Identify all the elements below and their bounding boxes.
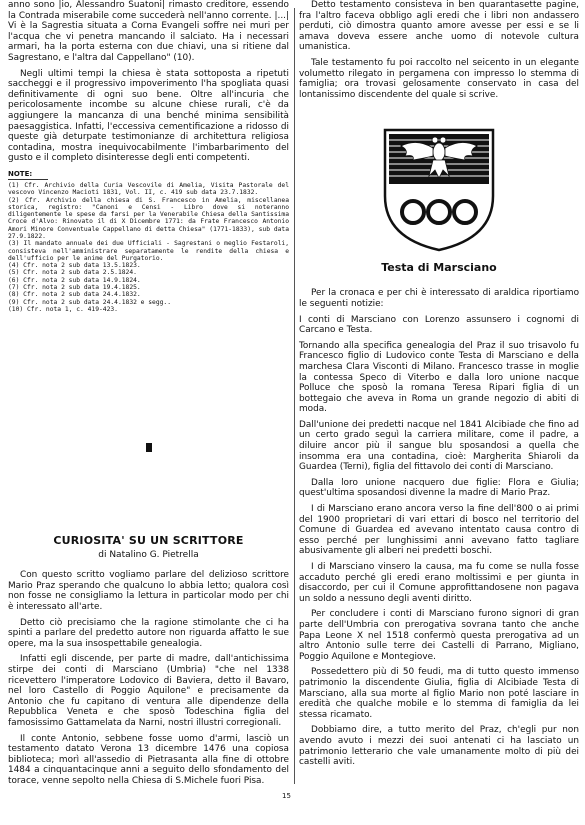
article-paragraph: Infatti egli discende, per parte di madre, dall'antichissima stirpe dei conti di Marsciano (Umbria) "che nel 1338 ricevettero l'imperatore Lodovico di Baviera, detto il Bavaro, nel loro Castello di Poggio Aquilone" e precisamente da Antonio che fu capitano di ventura alle dipendenze della Repubblica Veneta e che sposò Todeschina figlia del famosissimo Gattamelata da Narni, nostri illustri corregionali. — [8, 654, 289, 728]
crest-figure — [364, 126, 514, 258]
article-title: CURIOSITA' SU UN SCRITTORE — [53, 534, 244, 548]
footnote: (7) Cfr. nota 2 sub data 19.4.1825. — [8, 284, 141, 292]
article-paragraph: Per la cronaca e per chi è interessato di araldica riportiamo le seguenti notizie: — [299, 288, 579, 309]
notes-divider — [8, 179, 48, 180]
article-paragraph: Tornando alla specifica genealogia del Praz il suo trisavolo fu Francesco figlio di Ludovico conte Testa di Marsciano e della marchesa Clara Visconti di Milano. Francesco trasse in moglie la contessa Speco di Viterbo e dalla loro unione nacque Polluce che sposò la romana Teresa Ripari figlia di un bottegaio che aveva in Roma un grande negozio di abiti di moda. — [299, 340, 579, 415]
page-number: 15 — [282, 792, 291, 800]
article-paragraph: Detto testamento consisteva in ben quarantasette pagine, fra l'altro faceva obbligo agli eredi che i libri non andassero perduti, ciò dimostra quanto amore avesse per essi e se li amava doveva essere anche uomo di notevole cultura umanistica. — [299, 0, 579, 53]
intro-paragraph: Negli ultimi tempi la chiesa è stata sottoposta a ripetuti saccheggi e il progressivo impoverimento l'ha spogliata quasi definitivamente di ogni suo bene. Oltre all'incuria che pericolosamente incombe su alcune chiese rurali, c'è da aggiungere la mancanza di una benché minima sensibilità paesaggistica. Infatti, l'eccessiva cementificazione a ridosso di queste già deturpate testimonianze di architettura religiosa contadina, mostra inequivocabilmente l'imbarbarimento del gusto e il completo disinteresse degli enti competenti. — [8, 68, 289, 164]
footnote: (9) Cfr. nota 2 sub data 24.4.1832 e segg.. — [8, 298, 172, 306]
footnote: (8) Cfr. nota 2 sub data 24.4.1832. — [8, 291, 141, 299]
footnotes — [8, 182, 289, 313]
article-paragraph: I conti di Marsciano con Lorenzo assunsero i cognomi di Carcano e Testa. — [299, 314, 579, 336]
notes-label: NOTE: — [8, 169, 33, 178]
article-paragraph: Il conte Antonio, sebbene fosse uomo d'armi, lasciò un testamento datato Verona 13 dicembre 1476 una copiosa biblioteca; morì all'assedio di Pietrasanta alla fine di ottobre 1484 a cinquantacinque anni a seguito dello sfondamento del torace, venne sepolto nella Chiesa di S.Michele fuori Pisa. — [8, 733, 289, 786]
footnote: (10) Cfr. nota 1, c. 419-423. — [8, 305, 118, 313]
article-paragraph: Possedettero più di 50 feudi, ma di tutto questo immenso patrimonio la discendente Giulia, figlia di Alcibiade Testa di Marsciano, alla sua morte al figlio Mario non poté lasciare in eredità che qualche mobile e lo stemma di famiglia da lei stessa ricamato. — [299, 667, 579, 720]
coat-of-arms-icon — [379, 126, 499, 254]
section-marker-icon — [146, 443, 152, 452]
column-divider — [294, 8, 295, 784]
article-paragraph: Detto ciò precisiamo che la ragione stimolante che ci ha spinti a parlare del predetto autore non riguarda affatto le sue opere, ma la sua insospettabile genealogia. — [8, 617, 289, 649]
article-paragraph: Per concludere i conti di Marsciano furono signori di gran parte dell'Umbria con prerogativa sovrana tanto che anche Papa Leone X nel 1518 confermò questa prerogativa ad un altro Antonio sulle terre dei Castelli di Parrano, Migliano, Poggio Aquilone e Montegiove. — [299, 609, 579, 662]
footnote: (2) Cfr. Archivio della chiesa di S. Francesco in Amelia, miscellanea storica, registro: "Canoni e Censi - Libro dove si noteranno diligentemente le spese da farsi per la Venerabile Chiesa della Santissima Croce d'Alvo: Rinovato il di X Dicembre 1771: da Frate Francesco Antonio Amori Minore Conventuale Cappellano di detta Chiesa" (1771-1833), sub data 27.9.1822. — [8, 196, 289, 240]
footnote: (3) Il mandato annuale dei due Ufficiali - Sagrestani o meglio Festaroli, consisteva nell'amministrare separatamente le rendite della chiesa e dell'ufficio per le anime del Purgatorio. — [8, 240, 289, 262]
article-paragraph: Dall'unione dei predetti nacque nel 1841 Alcibiade che fino ad un certo grado seguì la carriera militare, come il padre, a diluire ancor più il sangue blu sposandosi a quella che insomma era una contadina, cioè: Margherita Shiaroli da Guardea (Terni), figlia del fittavolo dei conti di Marsciano. — [299, 419, 579, 473]
intro-paragraph: anno sono |io, Alessandro Suatoni| rimasto creditore, essendo la Contrada miserabile come succederà nell'anno corrente. |...| Vi è la Sagrestia situata a Corna Evangeli soffre nei muri per l'acqua che vi penetra mancando il salciato. Ha i necessari armari, ha la porta esterna con due chiavi, una si ritiene dal Sagrestano, e l'altra dal Cappellano" (10). — [8, 0, 289, 63]
footnote: (6) Cfr. nota 2 sub data 14.9.1824. — [8, 276, 141, 284]
left-column — [8, 0, 289, 792]
article-paragraph: I di Marsciano vinsero la causa, ma fu come se nulla fosse accaduto perché gli eredi erano moltissimi e per giunta in disaccordo, per cui il Comune approfittandosene non pagava un soldo a nessuno degli aventi diritto. — [299, 562, 579, 604]
footnote: (1) Cfr. Archivio della Curia Vescovile di Amelia, Visita Pastorale del vescovo Vincenzo Macioti 1831, Vol. II, c. 419 sub data 23.7.1832. — [8, 181, 289, 197]
footnote: (5) Cfr. nota 2 sub data 2.5.1824. — [8, 269, 137, 277]
right-column — [299, 0, 579, 773]
article-byline: di Natalino G. Pietrella — [98, 550, 199, 561]
article-paragraph: Con questo scritto vogliamo parlare del delizioso scrittore Mario Praz sperando che qualcuno lo abbia letto; qualora così non fosse ne consigliamo la lettura in particolar modo per chi è interessato all'arte. — [8, 570, 289, 613]
article-paragraph: Tale testamento fu poi raccolto nel seicento in un elegante volumetto rilegato in pergamena con impresso lo stemma di famiglia; ora trovasi gelosamente conservato in casa del lontanissimo discendente del quale si scrive. — [299, 57, 579, 100]
footnote: (4) Cfr. nota 2 sub data 13.5.1823. — [8, 262, 141, 270]
article-paragraph: I di Marsciano erano ancora verso la fine dell'800 o ai primi del 1900 proprietari di vari ettari di bosco nel territorio del Comune di Guardea ed avevano intentato causa contro di esso perché per lunghissimi anni avevano fatto tagliare abusivamente gli alberi nei predetti boschi. — [299, 504, 579, 557]
crest-caption: Testa di Marsciano — [381, 261, 497, 275]
article-paragraph: Dalla loro unione nacquero due figlie: Flora e Giulia; quest'ultima sposandosi divenne la madre di Mario Praz. — [299, 477, 579, 499]
article-paragraph: Dobbiamo dire, a tutto merito del Praz, ch'egli pur non avendo avuto i mezzi dei suoi antenati ci ha lasciato un patrimonio letterario che vale umanamente molto di più dei castelli aviti. — [299, 725, 579, 768]
